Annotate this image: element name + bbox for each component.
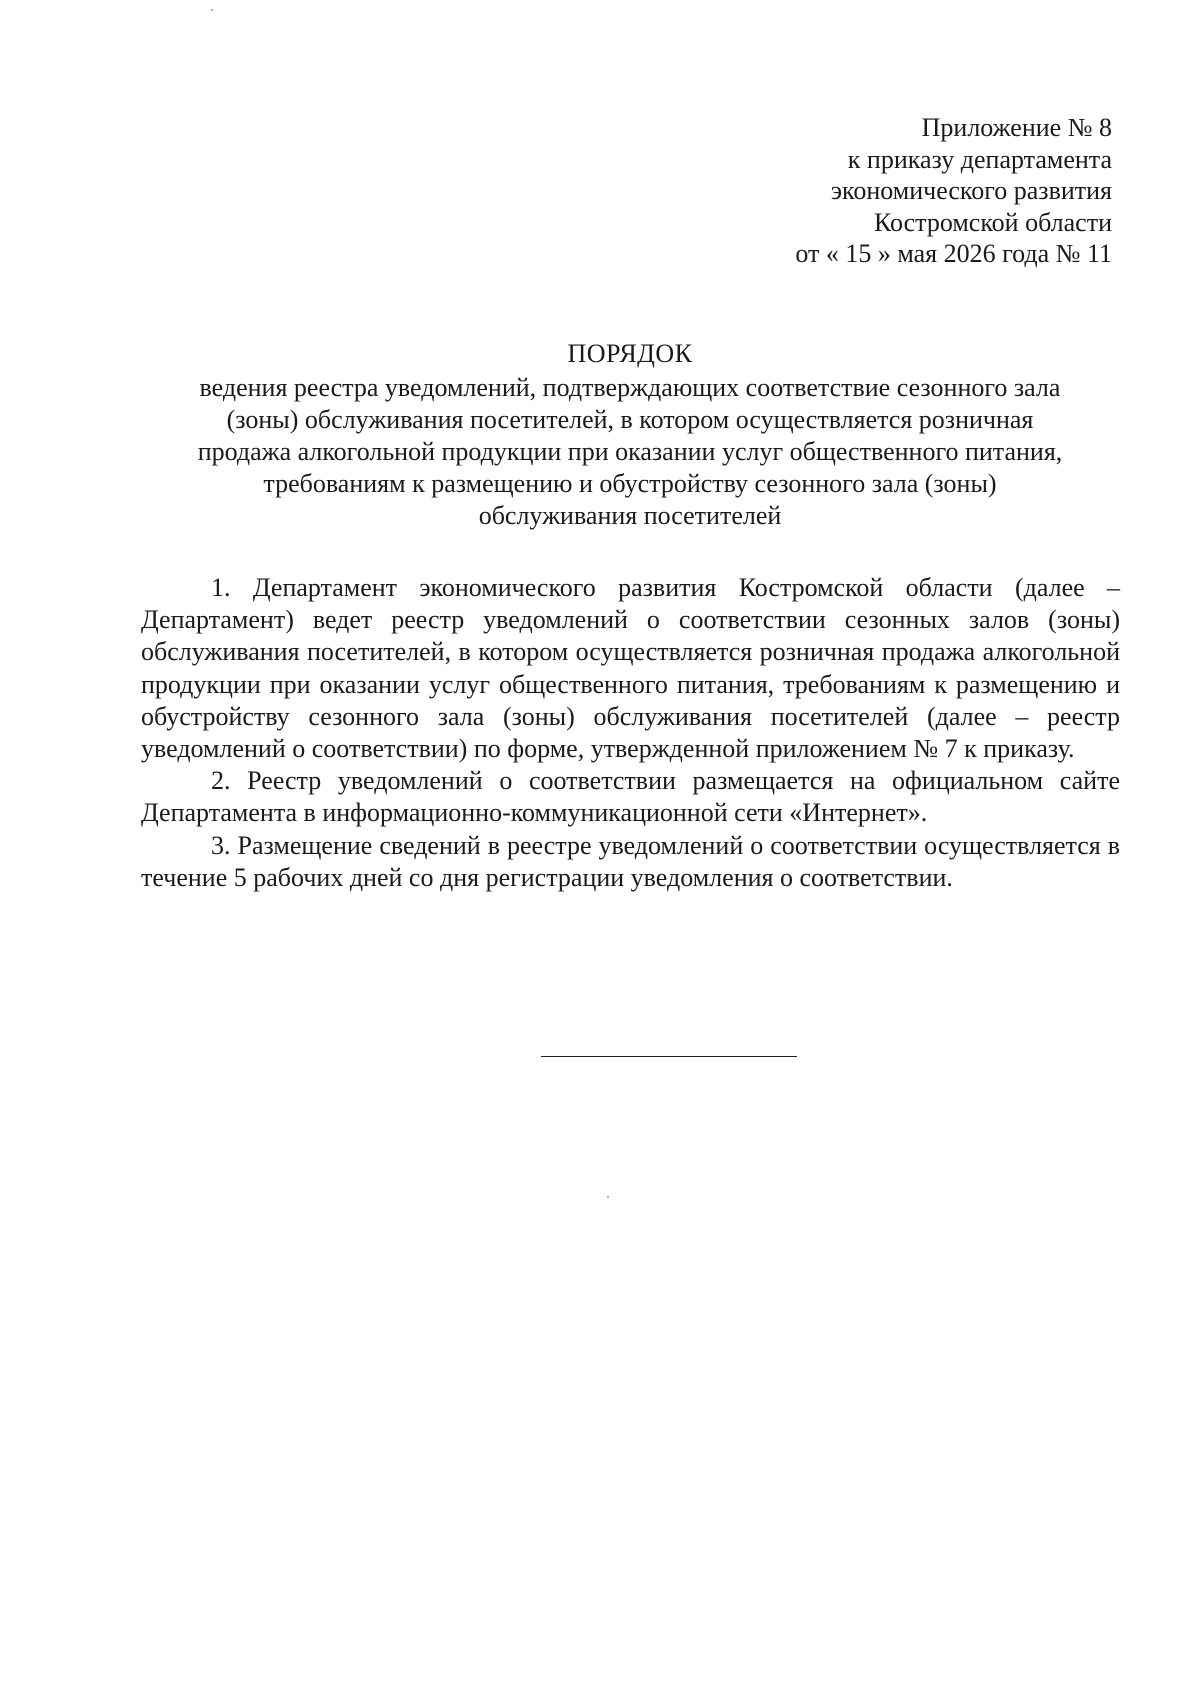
subtitle-line: требованиям к размещению и обустройству сезонного зала (зоны) bbox=[263, 469, 997, 498]
scan-speck bbox=[607, 1196, 609, 1198]
paragraph-1: 1. Департамент экономического развития Костромской области (далее – Департамент) ведет реестр уведомлений о соответствии сезонных залов (зоны) обслуживания посетителей, в котором осуществляется розничная продажа алкогольной продукции при оказании услуг общественного питания, требованиям к размещению и обустройству сезонного зала (зоны) обслуживания посетителей (далее – реестр уведомлений о соответствии) по форме, утвержденной приложением № 7 к приказу. bbox=[141, 573, 1120, 764]
document-subtitle bbox=[140, 372, 1120, 532]
paragraph-3: 3. Размещение сведений в реестре уведомлений о соответствии осуществляется в течение 5 рабочих дней со дня регистрации уведомления о соответствии. bbox=[141, 830, 1120, 892]
appendix-order-date: от « 15 » мая 2026 года № 11 bbox=[795, 239, 1112, 268]
document-title: ПОРЯДОК bbox=[567, 339, 693, 368]
document-body bbox=[141, 572, 1120, 894]
appendix-department: экономического развития bbox=[830, 176, 1112, 205]
subtitle-line: (зоны) обслуживания посетителей, в котором осуществляется розничная bbox=[226, 405, 1034, 434]
appendix-region: Костромской области bbox=[873, 207, 1112, 237]
subtitle-line: обслуживания посетителей bbox=[478, 501, 782, 530]
scan-speck bbox=[211, 9, 213, 11]
appendix-order-ref: к приказу департамента bbox=[847, 144, 1112, 174]
subtitle-line: ведения реестра уведомлений, подтверждающих соответствие сезонного зала bbox=[199, 373, 1061, 402]
paragraph-2: 2. Реестр уведомлений о соответствии размещается на официальном сайте Департамента в информационно-коммуникационной сети «Интернет». bbox=[141, 766, 1120, 828]
appendix-number: Приложение № 8 bbox=[921, 113, 1112, 142]
end-separator-line bbox=[541, 1056, 797, 1057]
appendix-header bbox=[552, 112, 1112, 270]
subtitle-line: продажа алкогольной продукции при оказании услуг общественного питания, bbox=[197, 437, 1063, 466]
